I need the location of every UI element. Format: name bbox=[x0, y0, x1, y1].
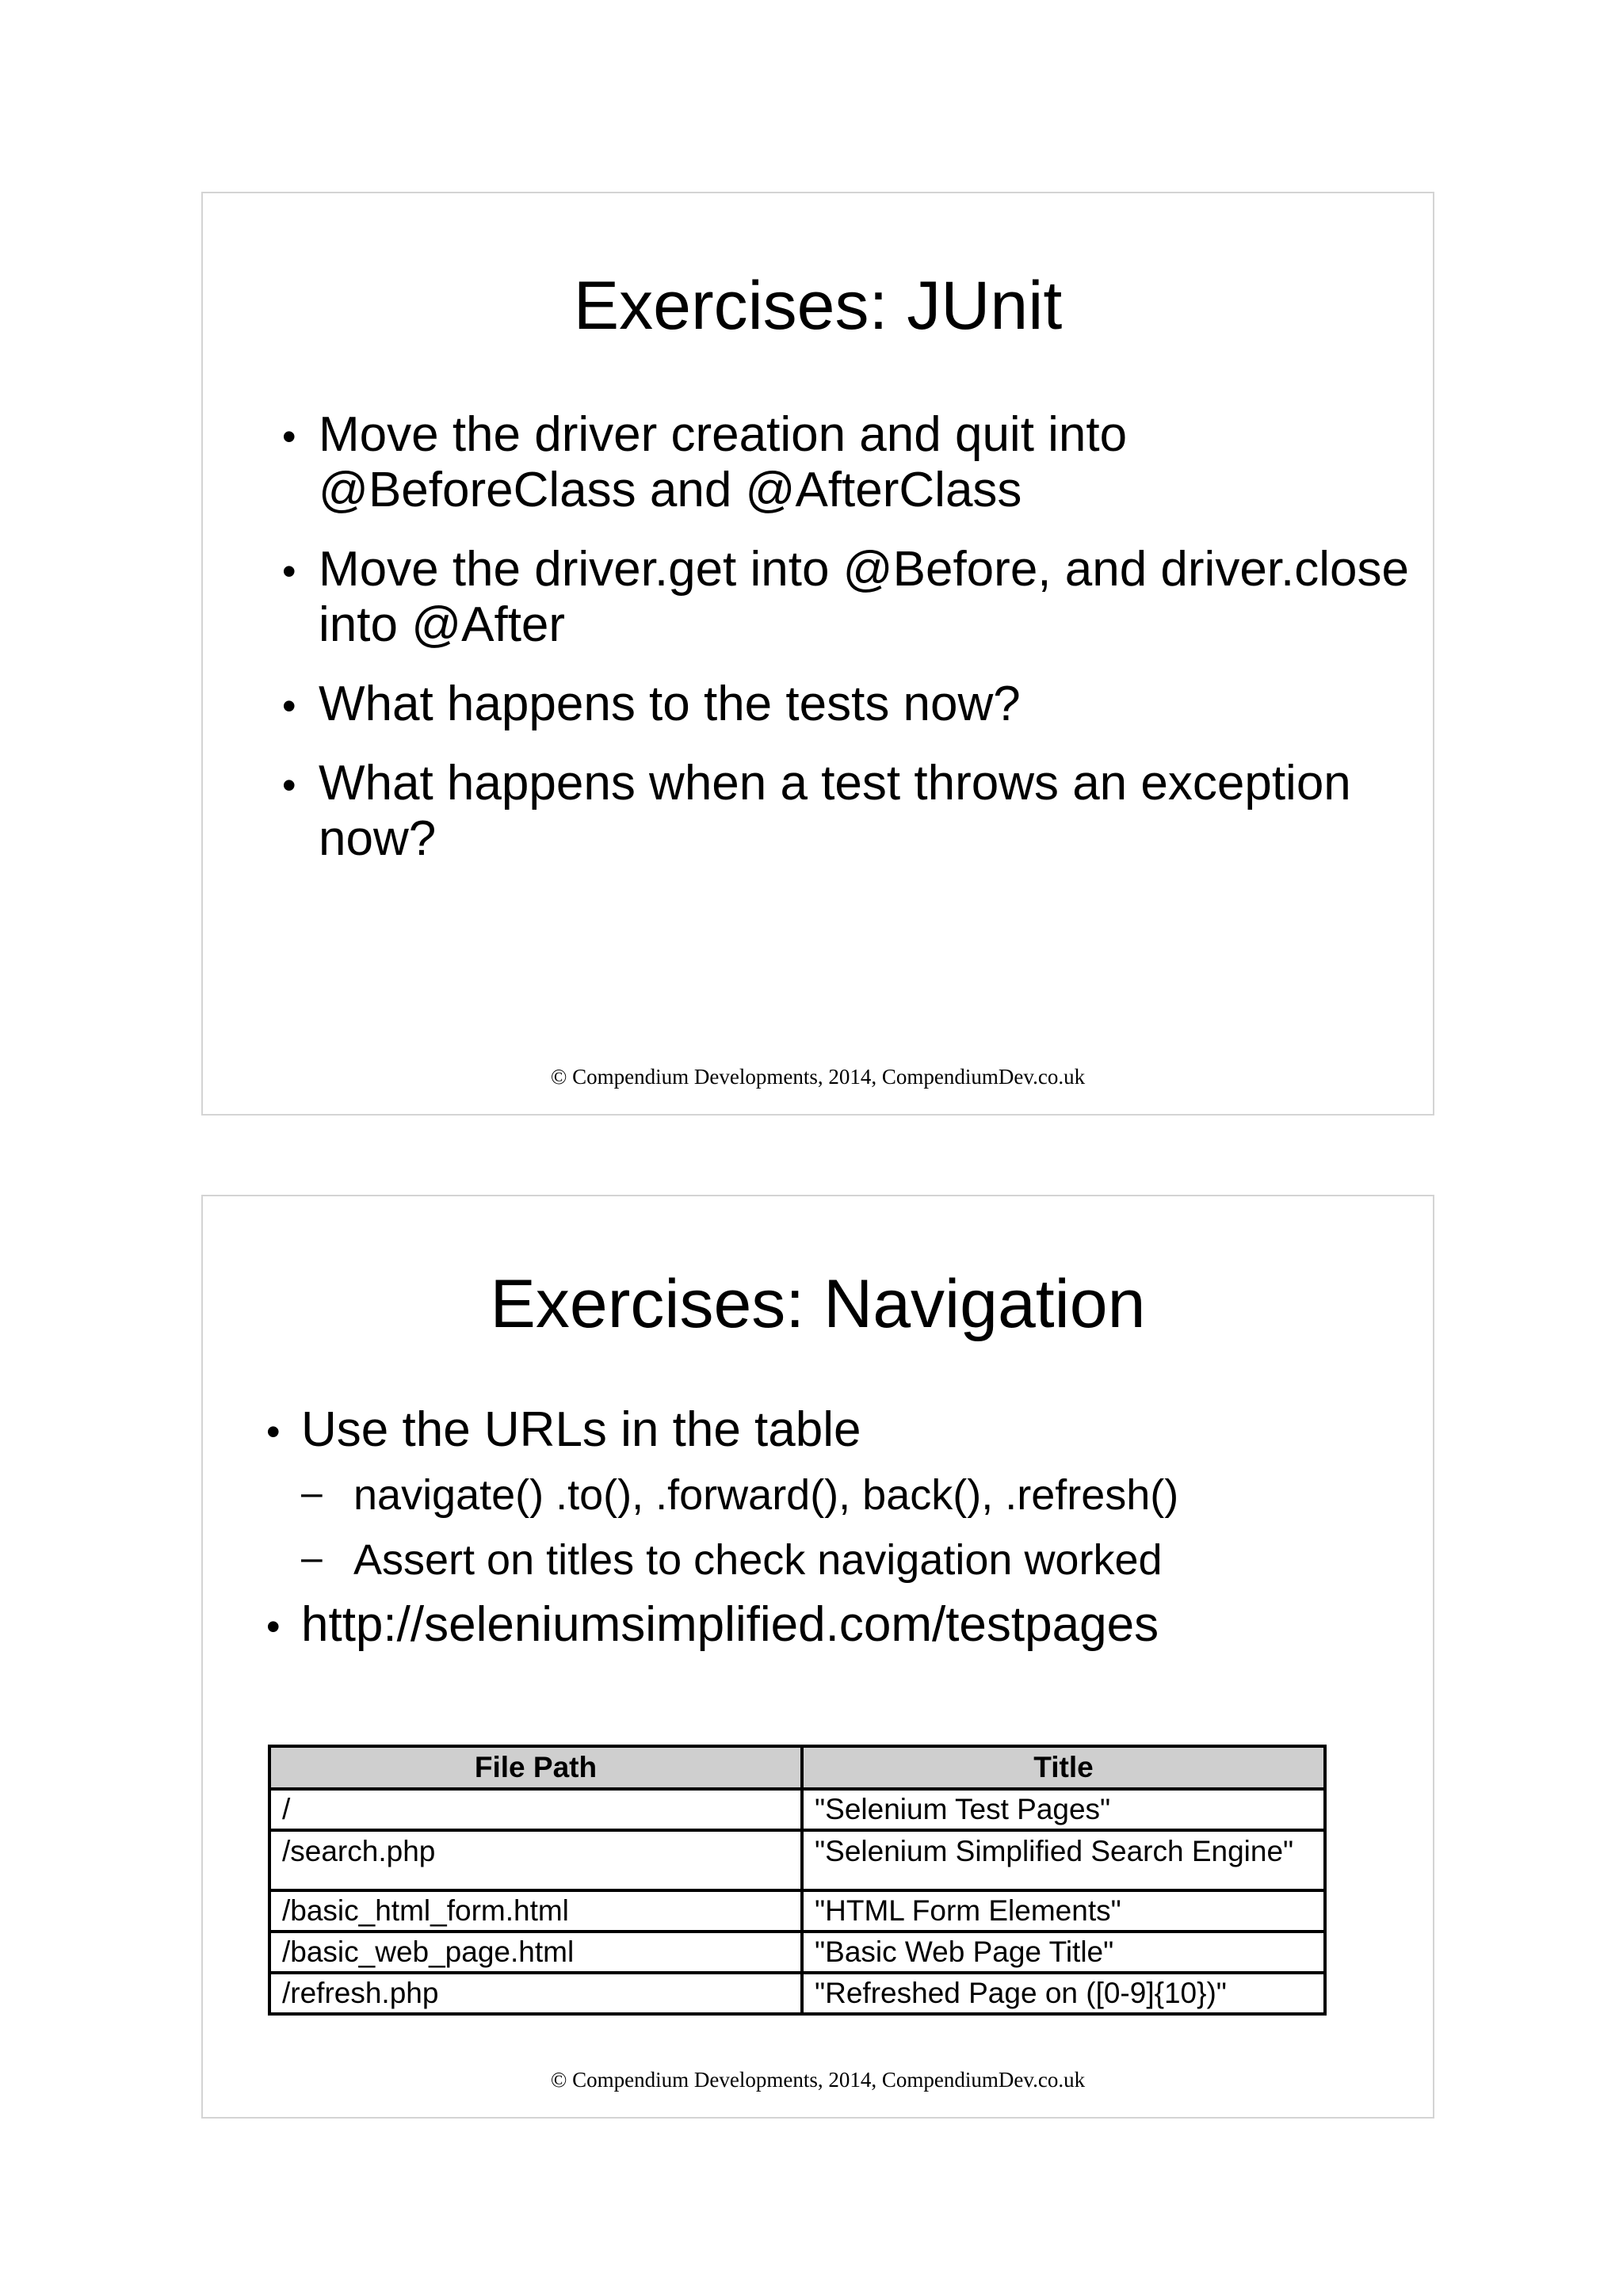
cell-file-path: /basic_web_page.html bbox=[269, 1932, 802, 1973]
bullet-text: Move the driver.get into @Before, and driver.close into @After bbox=[319, 542, 1409, 652]
slide-title: Exercises: Navigation bbox=[490, 1266, 1146, 1342]
dash-icon: – bbox=[301, 1472, 323, 1514]
table-row bbox=[269, 1890, 1325, 1932]
bullet-item bbox=[266, 1597, 1411, 1653]
bullet-text: Use the URLs in the table bbox=[301, 1402, 861, 1457]
sub-bullet-text: navigate() .to(), .forward(), back(), .refresh() bbox=[353, 1471, 1179, 1519]
table-row bbox=[269, 1789, 1325, 1830]
bullet-icon: • bbox=[282, 684, 296, 728]
bullet-item bbox=[282, 407, 1428, 518]
bullet-icon: • bbox=[282, 549, 296, 593]
sub-bullet-item bbox=[301, 1467, 1411, 1523]
cell-file-path: /basic_html_form.html bbox=[269, 1890, 802, 1932]
slide-navigation bbox=[201, 1195, 1434, 2119]
cell-title: "HTML Form Elements" bbox=[802, 1890, 1325, 1932]
dash-icon: – bbox=[301, 1537, 323, 1579]
table-header-row bbox=[269, 1746, 1325, 1789]
cell-file-path: / bbox=[269, 1789, 802, 1830]
bullet-text: http://seleniumsimplified.com/testpages bbox=[301, 1597, 1159, 1652]
bullet-text: What happens when a test throws an exception now? bbox=[319, 756, 1351, 866]
column-header-file-path: File Path bbox=[269, 1746, 802, 1789]
bullet-list bbox=[282, 407, 1428, 891]
table-row bbox=[269, 1973, 1325, 2014]
cell-file-path: /search.php bbox=[269, 1830, 802, 1890]
sub-bullet-text: Assert on titles to check navigation worked bbox=[353, 1536, 1163, 1584]
bullet-icon: • bbox=[282, 414, 296, 459]
table-row bbox=[269, 1830, 1325, 1890]
url-table bbox=[268, 1745, 1327, 2016]
cell-title: "Basic Web Page Title" bbox=[802, 1932, 1325, 1973]
slide-footer: © Compendium Developments, 2014, CompendiumDev.co.uk bbox=[550, 2068, 1086, 2092]
cell-file-path: /refresh.php bbox=[269, 1973, 802, 2014]
bullet-item bbox=[282, 756, 1428, 867]
bullet-item bbox=[282, 542, 1428, 653]
bullet-icon: • bbox=[282, 763, 296, 807]
bullet-text: What happens to the tests now? bbox=[319, 677, 1021, 731]
cell-title: "Refreshed Page on ([0-9]{10})" bbox=[802, 1973, 1325, 2014]
cell-title: "Selenium Test Pages" bbox=[802, 1789, 1325, 1830]
slide-footer: © Compendium Developments, 2014, CompendiumDev.co.uk bbox=[550, 1065, 1086, 1089]
slide-title: Exercises: JUnit bbox=[573, 268, 1063, 344]
cell-title: "Selenium Simplified Search Engine" bbox=[802, 1830, 1325, 1890]
slide-junit bbox=[201, 192, 1434, 1116]
table-row bbox=[269, 1932, 1325, 1973]
bullet-item bbox=[266, 1402, 1411, 1588]
sub-bullet-item bbox=[301, 1532, 1411, 1588]
bullet-list bbox=[266, 1402, 1411, 1653]
column-header-title: Title bbox=[802, 1746, 1325, 1789]
sub-bullet-list bbox=[301, 1467, 1411, 1588]
bullet-icon: • bbox=[266, 1409, 281, 1454]
bullet-icon: • bbox=[266, 1604, 281, 1649]
bullet-text: Move the driver creation and quit into @BeforeClass and @AfterClass bbox=[319, 407, 1128, 517]
bullet-item bbox=[282, 677, 1428, 732]
